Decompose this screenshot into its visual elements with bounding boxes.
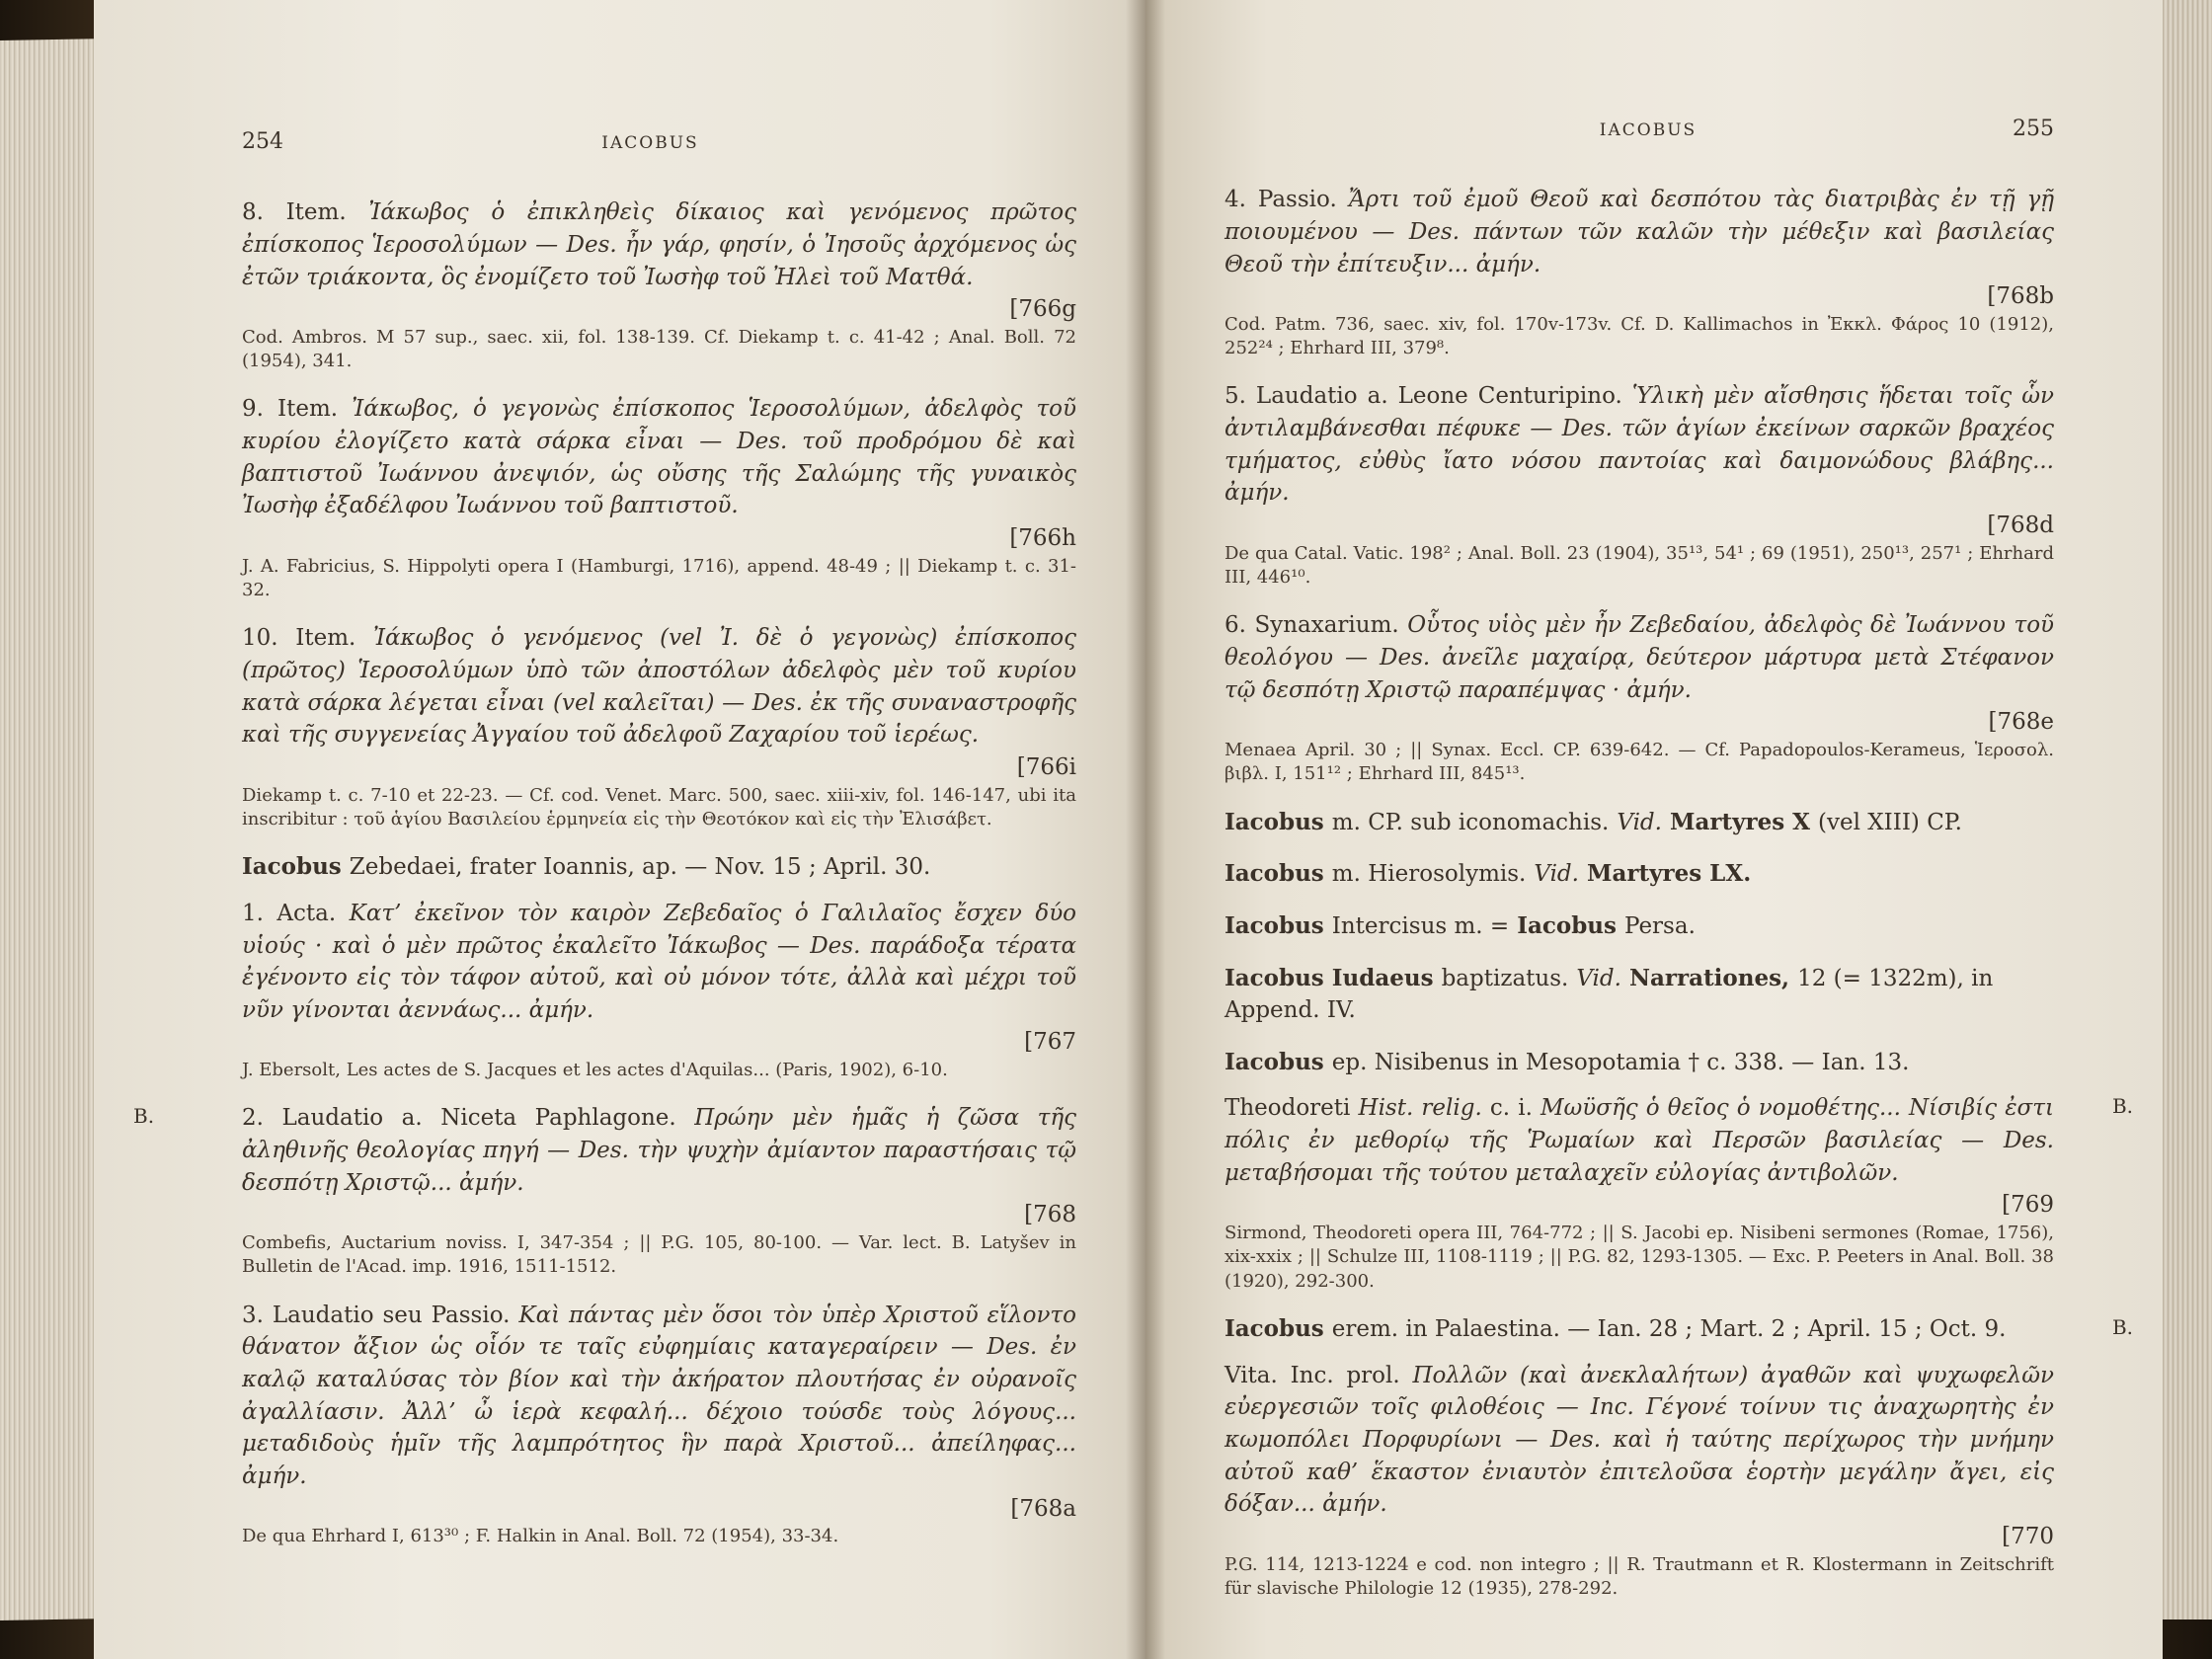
entry-siglum: [766h xyxy=(1009,525,1076,552)
saint-heading xyxy=(242,851,1076,884)
cross-ref-extra: (vel XIII) CP. xyxy=(1818,809,1962,835)
entry-laudatio-niceta xyxy=(133,1102,1077,1279)
cross-ref-extra: 12 (= 1322m), in Append. IV. xyxy=(1224,965,1994,1024)
entry-text: Ὑλικὴ μὲν αἴσθησις ἥδεται τοῖς ὧν ἀντιλαμβάνεσθαι πέφυκε — Des. τῶν ἁγίων ἐκείνων σαρκῶν βραχέος τμήματος, εὐθὺς ἴατο νόσου παντοίας καὶ δαιμονώδους βλάβης... ἀμήν. xyxy=(1224,383,2055,507)
cross-ref-vid: Vid. xyxy=(1576,965,1621,991)
entry-ref: Cod. Patm. 736, saec. xiv, fol. 170v-173v. Cf. D. Kallimachos in Ἐκκλ. Φάρος 10 (1912), 252²⁴ ; Ehrhard III, 379⁸. xyxy=(1224,313,2054,359)
entry-text: Ἰάκωβος ὁ γενόμενος (vel Ἰ. δὲ ὁ γεγονὼς) ἐπίσκοπος (πρῶτος) Ἱεροσολύμων ὑπὸ τῶν ἀποστόλων ἀδελφὸς μὲν τοῦ κυρίου κατὰ σάρκα λέγεται εἶναι (vel καλεῖται) — Des. ἐκ τῆς συναναστροφῆς καὶ τῆς συγγενείας Ἀγγαίου τοῦ ἀδελφοῦ Ζαχαρίου τοῦ ἱερέως. xyxy=(242,625,1077,749)
entry-head-rest: c. i. xyxy=(1489,1095,1533,1122)
saint-heading xyxy=(1224,1313,2133,1346)
entry-head: 10. Item. xyxy=(242,625,356,652)
book-gutter xyxy=(1126,0,1165,1659)
entry-ref: Combefis, Auctarium noviss. I, 347-354 ; || P.G. 105, 80-100. — Var. lect. B. Latyšev in Bulletin de l'Acad. imp. 1916, 1511-1512. xyxy=(242,1232,1076,1278)
entry-synaxarium xyxy=(1224,609,2054,786)
page-number: 254 xyxy=(242,129,283,154)
entry-8 xyxy=(242,197,1076,373)
right-running-head xyxy=(1224,114,2054,144)
entry-head: 1. Acta. xyxy=(242,900,337,926)
running-title: IACOBUS xyxy=(601,133,699,153)
entry-siglum: [768b xyxy=(1987,283,2054,310)
cross-ref-target: Narrationes, xyxy=(1628,964,1790,991)
entry-siglum: [766i xyxy=(1016,753,1076,780)
entry-head: 4. Passio. xyxy=(1224,187,1337,213)
cross-ref-name: Iacobus xyxy=(1224,860,1324,888)
entry-text: Μωϋσῆς ὁ θεῖος ὁ νομοθέτης... Νίσιβίς ἐστι πόλις ἐν μεθορίῳ τῆς Ῥωμαίων καὶ Περσῶν βασιλείας — Des. μεταβήσομαι τῆς τούτου μεταλαχεῖν εὐλογίας ἀντιβολῶν. xyxy=(1224,1095,2054,1186)
entry-siglum: [770 xyxy=(2002,1523,2054,1549)
entry-ref: De qua Ehrhard I, 613³⁰ ; F. Halkin in Anal. Boll. 72 (1954), 33-34. xyxy=(242,1526,839,1547)
cross-ref-target: Iacobus xyxy=(1517,911,1617,939)
entry-ref: J. Ebersolt, Les actes de S. Jacques et les actes d'Aquilas... (Paris, 1902), 6-10. xyxy=(242,1060,948,1081)
cross-ref xyxy=(1224,807,2054,839)
entry-ref: Sirmond, Theodoreti opera III, 764-772 ; || S. Jacobi ep. Nisibeni sermones (Romae, 1756), xix-xxix ; || Schulze III, 1108-1119 ; || P.G. 82, 1293-1305. — Exc. P. Peeters in Anal. Boll. 38 (1920), 292-300. xyxy=(1224,1223,2054,1292)
entry-text: Κατ’ ἐκεῖνον τὸν καιρὸν Ζεβεδαῖος ὁ Γαλιλαῖος ἔσχεν δύο υἱούς · καὶ ὁ μὲν πρῶτος ἐκαλεῖτο Ἰάκωβος — Des. παράδοξα τέρατα ἐγένοντο εἰς τὸν τάφον αὐτοῦ, καὶ οὐ μόνον τότε, ἀλλὰ καὶ μέχρι τοῦ νῦν γίνονται ἀεννάως... ἀμήν. xyxy=(242,900,1077,1023)
entry-siglum: [766g xyxy=(1009,296,1076,323)
right-page xyxy=(1146,0,2163,1659)
entry-head: 2. Laudatio a. Niceta Paphlagone. xyxy=(242,1105,676,1132)
entry-head: 8. Item. xyxy=(242,199,347,226)
page-number: 255 xyxy=(2013,117,2054,141)
cross-ref-rest: m. CP. sub iconomachis. xyxy=(1331,809,1610,835)
entry-passio xyxy=(1224,184,2054,360)
saint-details: erem. in Palaestina. — Ian. 28 ; Mart. 2 ; April. 15 ; Oct. 9. xyxy=(1331,1316,2007,1342)
cross-ref xyxy=(1224,910,2054,943)
cross-ref-target: Martyres X xyxy=(1669,808,1811,835)
left-running-head xyxy=(242,126,1076,157)
entry-text: Ἰάκωβος ὁ ἐπικληθεὶς δίκαιος καὶ γενόμενος πρῶτος ἐπίσκοπος Ἱεροσολύμων — Des. ἦν γάρ, φησίν, ὁ Ἰησοῦς ἀρχόμενος ὡς ἐτῶν τριάκοντα, ὃς ἐνομίζετο τοῦ Ἰωσὴφ τοῦ Ἠλεὶ τοῦ Ματθά. xyxy=(242,199,1077,290)
entry-text: Πρώην μὲν ἡμᾶς ἡ ζῶσα τῆς ἀληθινῆς θεολογίας πηγή — Des. τὴν ψυχὴν ἀμίαντον παραστήσαις τῷ δεσπότῃ Χριστῷ... ἀμήν. xyxy=(242,1105,1077,1196)
entry-head: 6. Synaxarium. xyxy=(1224,612,1399,639)
cross-ref-name: Iacobus Iudaeus xyxy=(1224,964,1434,991)
saint-name: Iacobus xyxy=(1224,1315,1324,1342)
cross-ref xyxy=(1224,963,2054,1027)
cross-ref-target: Martyres LX. xyxy=(1587,860,1752,888)
entry-head: Vita. Inc. prol. xyxy=(1224,1362,1400,1388)
entry-text: Ἄρτι τοῦ ἐμοῦ Θεοῦ καὶ δεσπότου τὰς διατριβὰς ἐν τῇ γῇ ποιουμένου — Des. πάντων τῶν καλῶν τὴν μέθεξιν καὶ βασιλείας Θεοῦ τὴν ἐπίτευξιν... ἀμήν. xyxy=(1224,187,2054,277)
book-page-edges-left xyxy=(0,39,109,1620)
entry-ref: Diekamp t. c. 7-10 et 22-23. — Cf. cod. Venet. Marc. 500, saec. xiii-xiv, fol. 146-147, ubi ita inscribitur : τοῦ ἁγίου Βασιλείου ἑρμηνεία εἰς τὴν Θεοτόκον καὶ εἰς τὴν Ἐλισάβετ. xyxy=(242,784,1076,830)
cross-ref-extra: Persa. xyxy=(1624,912,1696,939)
entry-ref: Menaea April. 30 ; || Synax. Eccl. CP. 639-642. — Cf. Papadopoulos-Kerameus, Ἱεροσολ. βιβλ. I, 151¹² ; Ehrhard III, 845¹³. xyxy=(1224,739,2054,785)
entry-siglum: [767 xyxy=(1024,1029,1076,1056)
entry-head: Theodoreti xyxy=(1224,1095,1351,1122)
entry-10 xyxy=(242,622,1076,831)
entry-siglum: [768 xyxy=(1024,1202,1076,1228)
entry-text: Καὶ πάντας μὲν ὅσοι τὸν ὑπὲρ Χριστοῦ εἵλοντο θάνατον ἄξιον ὡς οἷόν τε ταῖς εὐφημίαις καταγεραίρειν — Des. ἐν καλῷ καταλύσας τὸν βίον καὶ τὴν ἀκήρατον πλουτήσας ἐν οὐρανοῖς ἀγαλλίασιν. Ἀλλ’ ὦ ἱερὰ κεφαλή... δέχοιο τούσδε τοὺς λόγους... μεταδιδοὺς ἡμῖν τῆς λαμπρότητος ἣν παρὰ Χριστοῦ... ἀπείληφας... ἀμήν. xyxy=(242,1302,1076,1489)
saint-heading xyxy=(1224,1047,2054,1079)
saint-details: ep. Nisibenus in Mesopotamia † c. 338. — Ian. 13. xyxy=(1331,1049,1910,1075)
entry-head-italic: Hist. relig. xyxy=(1358,1095,1482,1122)
cross-ref-vid: Vid. xyxy=(1617,809,1662,835)
cross-ref-rest: m. Hierosolymis. xyxy=(1331,861,1527,888)
margin-mark: B. xyxy=(133,1104,155,1129)
entry-head: 5. Laudatio a. Leone Centuripino. xyxy=(1224,383,1622,410)
entry-ref: Cod. Ambros. M 57 sup., saec. xii, fol. 138-139. Cf. Diekamp t. c. 41-42 ; Anal. Boll. 72 (1954), 341. xyxy=(242,326,1076,372)
entry-head: 9. Item. xyxy=(242,396,339,423)
entry-text: Οὗτος υἱὸς μὲν ἦν Ζεβεδαίου, ἀδελφὸς δὲ Ἰωάννου τοῦ θεολόγου — Des. ἀνεῖλε μαχαίρᾳ, δεύτερον μάρτυρα μετὰ Στέφανον τῷ δεσπότῃ Χριστῷ παραπέμψας · ἀμήν. xyxy=(1224,612,2055,703)
entry-laudatio-passio xyxy=(242,1300,1076,1549)
entry-theodoreti xyxy=(1224,1092,2133,1294)
entry-acta xyxy=(242,898,1076,1083)
left-page xyxy=(94,0,1146,1659)
entry-9 xyxy=(242,393,1076,602)
cross-ref-name: Iacobus xyxy=(1224,911,1324,939)
entry-siglum: [768e xyxy=(1988,709,2054,736)
entry-siglum: [768d xyxy=(1987,513,2054,539)
entry-ref: J. A. Fabricius, S. Hippolyti opera I (Hamburgi, 1716), append. 48-49 ; || Diekamp t. c. 31-32. xyxy=(242,555,1076,601)
entry-laudatio-leone xyxy=(1224,380,2054,590)
entry-ref: P.G. 114, 1213-1224 e cod. non integro ; || R. Trautmann et R. Klostermann in Zeitschrift für slavische Philologie 12 (1935), 278-292. xyxy=(1224,1553,2054,1599)
entry-siglum: [769 xyxy=(2002,1192,2054,1219)
cross-ref-name: Iacobus xyxy=(1224,808,1324,835)
entry-text: Πολλῶν (καὶ ἀνεκλαλήτων) ἀγαθῶν καὶ ψυχωφελῶν εὐεργεσιῶν τοῖς φιλοθέοις — Inc. Γέγονέ τοίνυν τις ἀναχωρητὴς ἐν κωμοπόλει Πορφυρίωνι — Des. καὶ ἡ ταύτης περίχωρος τὴν μνήμην αὐτοῦ καθ’ ἕκαστον ἐνιαυτὸν ἐπιτελοῦσα ἑορτὴν μεγάλην ἄγει, εἰς δόξαν... ἀμήν. xyxy=(1224,1362,2055,1518)
margin-mark: B. xyxy=(2111,1094,2133,1119)
cross-ref-rest: Intercisus m. = xyxy=(1331,912,1510,939)
running-title: IACOBUS xyxy=(1599,120,1698,140)
entry-vita xyxy=(1224,1360,2054,1602)
entry-ref: De qua Catal. Vatic. 198² ; Anal. Boll. 23 (1904), 35¹³, 54¹ ; 69 (1951), 250¹³, 257¹ ; Ehrhard III, 446¹⁰. xyxy=(1224,542,2054,589)
entry-siglum: [768a xyxy=(1010,1495,1076,1522)
cross-ref-vid: Vid. xyxy=(1534,861,1579,888)
cross-ref xyxy=(1224,858,2054,891)
saint-name: Iacobus xyxy=(242,853,342,881)
margin-mark: B. xyxy=(2111,1315,2133,1339)
entry-head: 3. Laudatio seu Passio. xyxy=(242,1302,511,1328)
saint-details: Zebedaei, frater Ioannis, ap. — Nov. 15 ; April. 30. xyxy=(349,854,931,881)
entry-text: Ἰάκωβος, ὁ γεγονὼς ἐπίσκοπος Ἱεροσολύμων, ἀδελφὸς τοῦ κυρίου ἐλογίζετο κατὰ σάρκα εἶναι — Des. τοῦ προδρόμου δὲ καὶ βαπτιστοῦ Ἰωάννου ἀνεψιόν, ὡς οὔσης τῆς Σαλώμης τῆς γυναικὸς Ἰωσὴφ ἐξαδέλφου Ἰωάννου τοῦ βαπτιστοῦ. xyxy=(242,396,1076,519)
saint-name: Iacobus xyxy=(1224,1048,1324,1075)
cross-ref-rest: baptizatus. xyxy=(1441,965,1569,991)
